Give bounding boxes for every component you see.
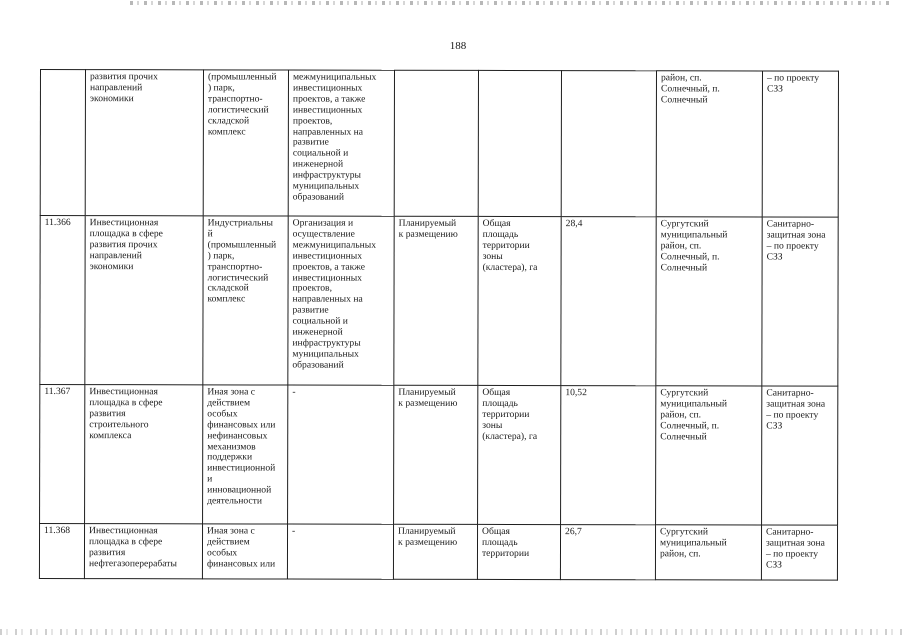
page-number: 188 (449, 40, 467, 52)
cell-location: район, сп. Солнечный, п. Солнечный (656, 71, 762, 217)
cell-value (561, 71, 656, 217)
table-row (40, 385, 838, 526)
cell-type: Иная зона с действием особых финансовых или нефинансовых механизмов поддержки инвестиционной и инновационной деятельности (203, 385, 288, 524)
cell-name: развития прочих направлений экономики (85, 70, 203, 216)
cell-type: (промышленный ) парк, транспортно- логистический складской комплекс (203, 70, 288, 216)
cell-zone: – по проекту СЗЗ (762, 71, 838, 217)
cell-number: 11.366 (40, 216, 85, 385)
cell-indicator: Общая площадь территории (477, 524, 560, 579)
cell-location: Сургутский муниципальный район, сп. Солнечный, п. Солнечный (656, 386, 762, 525)
cell-status: Планируемый к размещению (393, 524, 477, 579)
cell-purpose: межмуниципальных инвестиционных проектов, а также инвестиционных проектов, направленных на развитие социальной и инженерной инфраструктуры муниципальных образований (288, 70, 394, 216)
cell-value: 26,7 (560, 525, 655, 580)
cell-status: Планируемый к размещению (394, 216, 478, 385)
cell-indicator: Общая площадь территории зоны (кластера), га (478, 216, 561, 385)
scan-noise-top (130, 1, 890, 5)
cell-name: Инвестиционная площадка в сфере развития нефтегазоперерабаты (84, 524, 202, 579)
cell-type: Индустриальны й (промышленный ) парк, транспортно- логистический складской комплекс (203, 216, 288, 385)
cell-indicator (478, 70, 561, 216)
cell-value: 28,4 (561, 217, 656, 386)
scan-noise-bottom (0, 629, 905, 635)
cell-number: 11.367 (40, 385, 85, 524)
cell-name: Инвестиционная площадка в сфере развития прочих направлений экономики (85, 216, 203, 385)
cell-status: Планируемый к размещению (394, 385, 478, 524)
cell-purpose: Организация и осуществление межмуниципальных инвестиционных проектов, а также инвестиционных проектов, направленных на развитие социальной и инженерной инфраструктуры муниципальных образований (288, 216, 394, 385)
cell-location: Сургутский муниципальный район, сп. Солнечный, п. Солнечный (656, 217, 762, 386)
table-row (40, 70, 838, 218)
cell-number: 11.368 (39, 524, 84, 579)
objects-table (39, 69, 839, 581)
cell-zone: Санитарно- защитная зона – по проекту СЗЗ (762, 386, 838, 525)
cell-zone: Санитарно- защитная зона – по проекту СЗЗ (761, 525, 837, 580)
cell-type: Иная зона с действием особых финансовых или (202, 524, 287, 579)
cell-value: 10,52 (561, 386, 656, 525)
cell-purpose: - (287, 524, 393, 579)
cell-purpose: - (288, 385, 394, 524)
cell-number (40, 70, 85, 216)
table-row (39, 524, 837, 581)
cell-location: Сургутский муниципальный район, сп. (655, 525, 761, 580)
cell-status (394, 70, 478, 216)
cell-zone: Санитарно- защитная зона – по проекту СЗЗ (762, 217, 838, 386)
cell-name: Инвестиционная площадка в сфере развития строительного комплекса (85, 385, 203, 524)
cell-indicator: Общая площадь территории зоны (кластера), га (478, 385, 561, 524)
table-row (40, 216, 838, 387)
